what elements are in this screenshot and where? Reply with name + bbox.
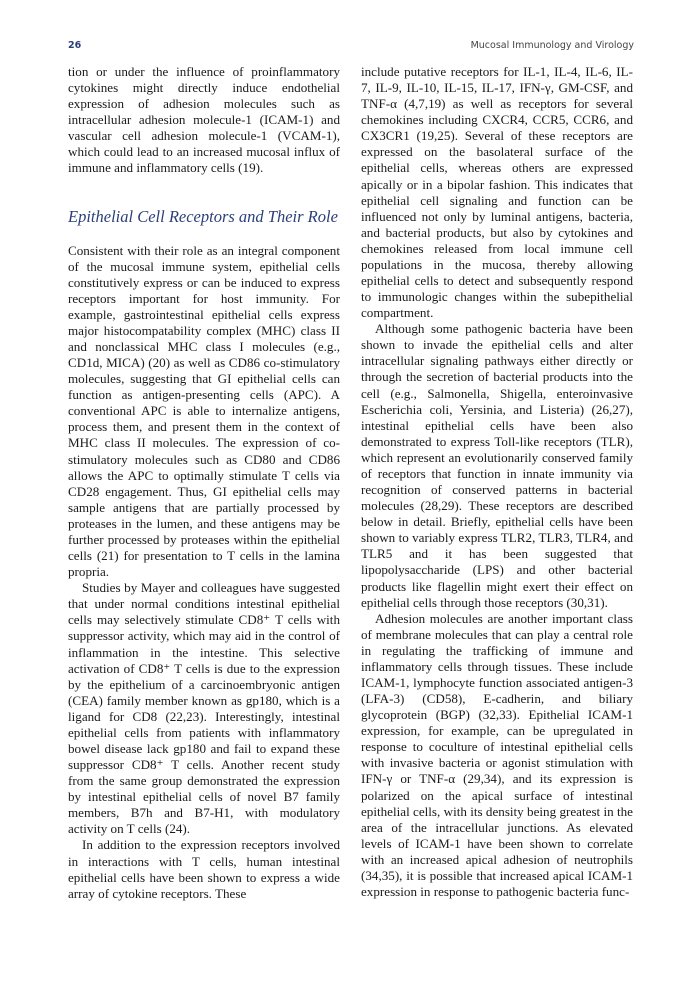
page-number: 26 — [68, 40, 82, 51]
section-heading: Epithelial Cell Receptors and Their Role — [68, 206, 338, 226]
paragraph: Adhesion molecules are another important class of membrane molecules that can play a central role in regulating the trafficking of immune and inflammatory cells through tissues. These include ICAM-1, lymphocyte function associated antigen-3 (LFA-3) (CD58), E-cadherin, and biliary glycoprotein (BGP) (32,33). Epithelial ICAM-1 expression, for example, can be upregulated in response to coculture of intestinal epithelial cells with invasive bacteria or agonist stimulation with IFN-γ or TNF-α (29,34), and its expression is polarized on the apical surface of intestinal epithelial cells, with its density being greatest in the area of the intracellular junctions. As elevated levels of ICAM-1 have been shown to correlate with an increased apical adhesion of neutrophils (34,35), it is possible that increased apical ICAM-1 expression in response to pathogenic bacteria func- — [361, 610, 633, 899]
paragraph: Consistent with their role as an integral component of the mucosal immune system, epithelial cells constitutively express or can be induced to express receptors important for host immunity. For example, gastrointestinal epithelial cells express major histocompatability complex (MHC) class II and nonclassical MHC class I molecules (e.g., CD1d, MICA) (20) as well as CD86 co-stimulatory molecules, suggesting that GI epithelial cells can function as antigen-presenting cells (APC). A conventional APC is able to internalize antigens, process them, and present them in the context of MHC class II molecules. The expression of co-stimulatory molecules such as CD80 and CD86 allows the APC to optimally stimulate T cells via CD28 engagement. Thus, GI epithelial cells may sample antigens that are partially processed by proteases in the lumen, and these antigens may be further processed by proteases within the epithelial cells (21) for presentation to T cells in the lamina propria. — [68, 242, 340, 580]
paragraph: Although some pathogenic bacteria have been shown to invade the epithelial cells and alter intracellular signaling pathways either directly or through the secretion of bacterial products into the cell (e.g., Salmonella, Shigella, enteroinvasive Escherichia coli, Yersinia, and Listeria) (26,27), intestinal epithelial cells have been also demonstrated to express Toll-like receptors (TLR), which represent an evolutionarily conserved family of receptors that function in innate immunity via recognition of conserved patterns in bacterial molecules (28,29). These receptors are described below in detail. Briefly, epithelial cells have been shown to variably express TLR2, TLR3, TLR4, and TLR5 and it has been suggested that lipopolysaccharide (LPS) and other bacterial products like flagellin might exert their effect on epithelial cells through those receptors (30,31). — [361, 321, 633, 610]
left-column — [68, 64, 340, 902]
right-column — [361, 64, 633, 900]
paragraph-continued: include putative receptors for IL-1, IL-4, IL-6, IL-7, IL-9, IL-10, IL-15, IL-17, IFN-γ, GM-CSF, and TNF-α (4,7,19) as well as receptors for several chemokines including CXCR4, CCR5, CCR6, and CX3CR1 (19,25). Several of these receptors are expressed on the basolateral surface of the epithelial cells, whereas others are expressed apically or in a bipolar fashion. This indicates that epithelial cell signaling and function can be influenced not only by luminal antigens, bacteria, and bacterial products, but also by cytokines and chemokines released from local immune cell populations in the mucosa, thereby allowing epithelial cells to detect and subsequently respond to immunologic changes within the subepithelial compartment. — [361, 64, 633, 321]
paragraph: In addition to the expression receptors involved in interactions with T cells, human intestinal epithelial cells have been shown to express a wide array of cytokine receptors. These — [68, 837, 340, 901]
paragraph-continued: tion or under the influence of proinflammatory cytokines might directly induce endothelial expression of adhesion molecules such as intracellular adhesion molecule-1 (ICAM-1) and vascular cell adhesion molecule-1 (VCAM-1), which could lead to an increased mucosal influx of immune and inflammatory cells (19). — [68, 64, 340, 176]
running-header — [68, 40, 634, 56]
paragraph: Studies by Mayer and colleagues have suggested that under normal conditions intestinal epithelial cells may selectively stimulate CD8⁺ T cells with suppressor activity, which may aid in the control of inflammation in the intestine. This selective activation of CD8⁺ T cells is due to the expression by the epithelium of a carcinoembryonic antigen (CEA) family member known as gp180, which is a ligand for CD8 (22,23). Interestingly, intestinal epithelial cells from patients with inflammatory bowel disease lack gp180 and fail to expand these suppressor CD8⁺ T cells. Another recent study from the same group demonstrated the expression by intestinal epithelial cells of novel B7 family members, B7h and B7-H1, with modulatory activity on T cells (24). — [68, 580, 340, 837]
journal-title: Mucosal Immunology and Virology — [470, 40, 634, 51]
